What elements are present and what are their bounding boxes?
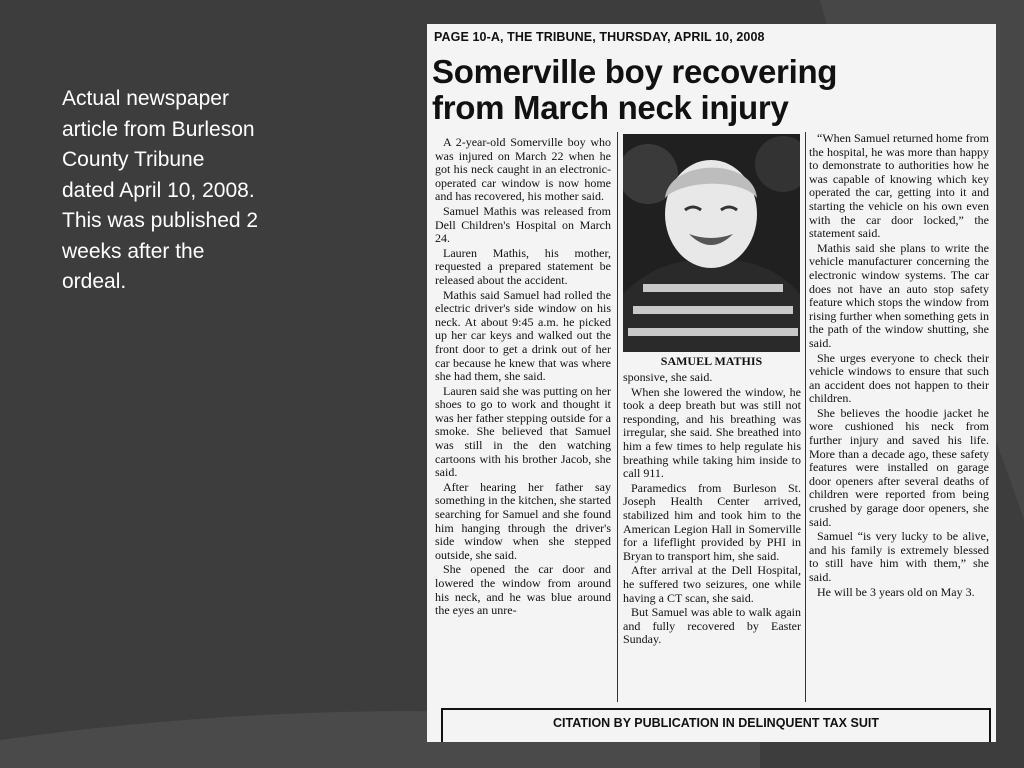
paragraph: When she lowered the window, he took a deep breath but was still not responding, and his breathing was irregular, she said. She breathed into him a few times to help regulate his breathing while taking him inside to call 911. (623, 384, 801, 481)
dateline: PAGE 10-A, THE TRIBUNE, THURSDAY, APRIL 10, 2008 (434, 30, 765, 44)
citation-box (441, 708, 991, 742)
paragraph: She opened the car door and lowered the window from around his neck, and he was blue around the eyes an unre- (435, 562, 611, 618)
paragraph: Lauren said she was putting on her shoes to go to work and thought it was her father stepping outside for a smoke. She believed that Samuel was still in the den watching cartoons with his brother Jacob, she said. (435, 383, 611, 480)
paragraph: Mathis said Samuel had rolled the electric driver's side window on his neck. At about 9:45 a.m. he picked up her car keys and walked out the front door to get a drink out of her car because he knew that was where she had them, she said. (435, 287, 611, 384)
headline-line: from March neck injury (432, 89, 789, 126)
paragraph: After arrival at the Dell Hospital, he suffered two seizures, one while having a CT scan, she said. (623, 563, 801, 605)
caption-line: dated April 10, 2008. (62, 178, 255, 202)
paragraph: But Samuel was able to walk again and fully recovered by Easter Sunday. (623, 605, 801, 647)
child-portrait-image (623, 134, 800, 352)
caption-line: County Tribune (62, 148, 205, 171)
citation-heading: CITATION BY PUBLICATION IN DELINQUENT TAX SUIT (553, 716, 879, 730)
child-photo (623, 134, 800, 352)
paragraph: Mathis said she plans to write the vehicle manufacturer concerning the electronic window systems. The car does not have an auto stop safety feature which stops the window from rising further when something gets in the path of the window shutting, she said. (809, 240, 989, 350)
column-divider (805, 132, 806, 702)
paragraph: He will be 3 years old on May 3. (817, 584, 975, 599)
article-column-2 (623, 371, 801, 648)
newspaper-clipping (427, 24, 996, 742)
paragraph: She urges everyone to check their vehicle windows to ensure that such an accident does not happen to their children. (809, 350, 989, 406)
paragraph: Lauren Mathis, his mother, requested a prepared statement be released about the accident. (435, 245, 611, 287)
paragraph: Samuel “is very lucky to be alive, and his family is extremely blessed to still have him with them,” she said. (809, 529, 989, 584)
paragraph: Paramedics from Burleson St. Joseph Health Center arrived, stabilized him and took him to the American Legion Hall in Somerville for a lifeflight provided by PHI in Bryan to transport him, she said. (623, 480, 801, 563)
caption-line: weeks after the (62, 239, 205, 263)
article-column-3 (809, 132, 989, 600)
headline-line: Somerville boy recovering (432, 53, 838, 90)
paragraph: A 2-year-old Somerville boy who was injured on March 22 when he got his neck caught in an electronic-operated car window is now home and has recovered, his mother said. (435, 135, 611, 204)
caption-line: Actual newspaper (62, 87, 229, 110)
photo-caption: SAMUEL MATHIS (660, 354, 763, 368)
article-column-1 (435, 136, 611, 619)
slide-caption (62, 84, 322, 298)
caption-line: ordeal. (62, 270, 127, 293)
paragraph: Samuel Mathis was released from Dell Children's Hospital on March 24. (435, 203, 611, 246)
paragraph: sponsive, she said. (623, 370, 713, 384)
caption-line: article from Burleson (62, 117, 255, 141)
caption-line: This was published 2 (62, 209, 259, 232)
paragraph: She believes the hoodie jacket he wore cushioned his neck from further injury and saved his life. More than a decade ago, these safety features were installed on garage door openers after several deaths of children were reported from being crushed by garage door openers, she said. (809, 405, 989, 529)
paragraph: After hearing her father say something in the kitchen, she started searching for Samuel and she found him hanging through the driver's side window when she stepped outside, she said. (435, 479, 611, 562)
headline (432, 54, 992, 126)
column-divider (617, 132, 618, 702)
paragraph: “When Samuel returned home from the hospital, he was more than happy to demonstrate to authorities how he was capable of knowing which key operated the car, getting into it and starting the vehicle on his own even with the car door locked,” the statement said. (809, 131, 989, 241)
